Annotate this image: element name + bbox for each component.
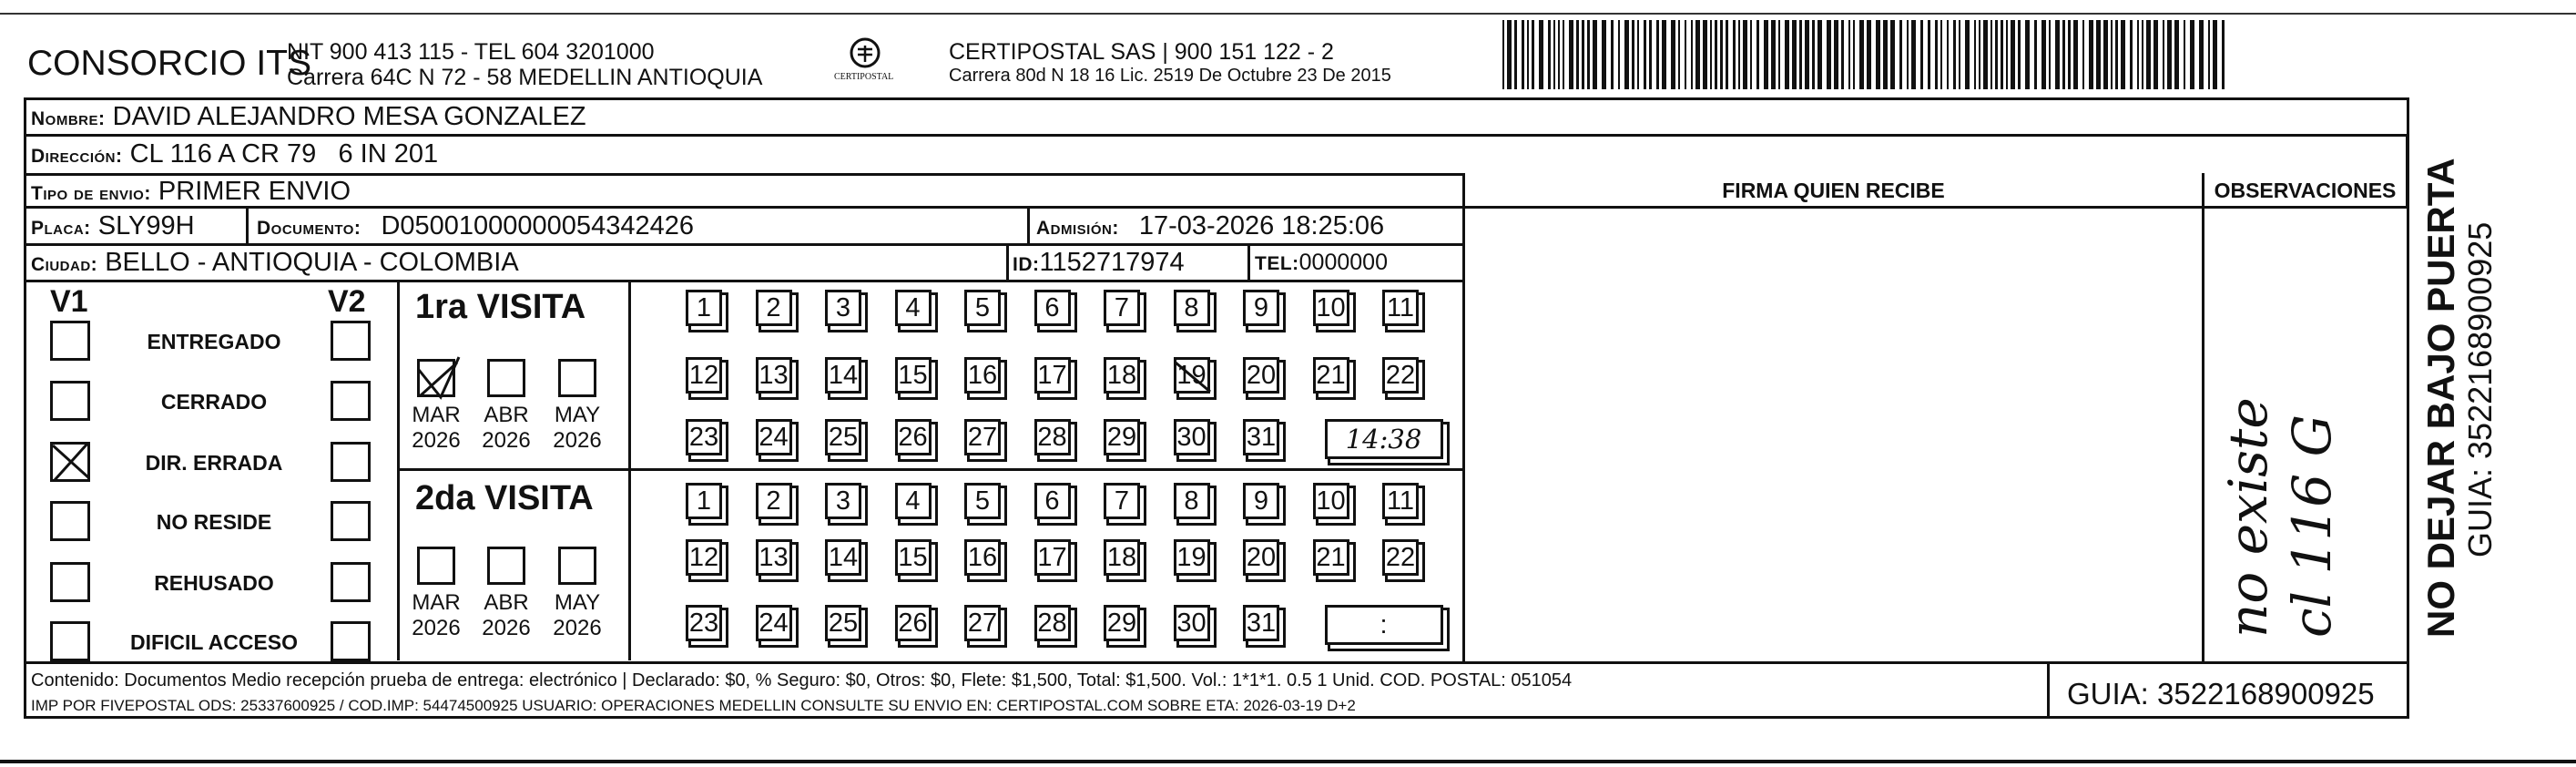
visita1-month-name-3: MAY xyxy=(554,403,601,427)
visita2-day-21[interactable] xyxy=(1313,539,1349,576)
visita2-day-26[interactable] xyxy=(895,605,932,641)
visita2-day-label-10: 10 xyxy=(1316,486,1346,516)
visita1-day-20[interactable] xyxy=(1243,357,1279,394)
visita1-month-check-mark xyxy=(413,350,464,403)
documento-label: Documento: xyxy=(257,218,361,239)
visita2-day-15[interactable] xyxy=(895,539,932,576)
visita2-day-22[interactable] xyxy=(1382,539,1419,576)
visita1-day-13[interactable] xyxy=(756,357,792,394)
visita1-day-22[interactable] xyxy=(1382,357,1419,394)
ciudad-value: BELLO - ANTIOQUIA - COLOMBIA xyxy=(105,248,519,277)
visita1-day-4[interactable] xyxy=(895,290,932,326)
visita2-day-label-6: 6 xyxy=(1044,486,1060,516)
visita2-day-23[interactable] xyxy=(686,605,722,641)
id-value: 1152717974 xyxy=(1039,248,1185,277)
visita2-day-19[interactable] xyxy=(1174,539,1210,576)
v1-checkbox-6[interactable] xyxy=(50,621,90,661)
visita2-day-31[interactable] xyxy=(1243,605,1279,641)
visita1-day-label-15: 15 xyxy=(898,360,928,390)
visita1-day-31[interactable] xyxy=(1243,419,1279,455)
visita1-day-check-mark xyxy=(1170,353,1217,399)
visita1-day-12[interactable] xyxy=(686,357,722,394)
visita2-month-label-2 xyxy=(474,590,538,640)
visita2-day-label-19: 19 xyxy=(1176,542,1207,572)
visita2-time-box[interactable] xyxy=(1325,605,1443,645)
tipo-field xyxy=(31,179,351,205)
visita1-day-label-24: 24 xyxy=(759,422,789,452)
observaciones-header: OBSERVACIONES xyxy=(2214,179,2397,202)
status-label-6: DIFICIL ACCESO xyxy=(129,630,298,654)
ciudad-field xyxy=(31,250,519,276)
visita2-day-label-12: 12 xyxy=(688,542,719,572)
visita1-day-label-11: 11 xyxy=(1386,292,1415,322)
nombre-field xyxy=(31,104,586,130)
documento-value: D05001000000054342426 xyxy=(381,211,694,240)
visita2-day-label-16: 16 xyxy=(967,542,998,572)
visita1-day-25[interactable] xyxy=(825,419,861,455)
visita2-day-label-26: 26 xyxy=(898,608,928,638)
status-label-2: CERRADO xyxy=(160,390,268,414)
observacion-line-1: no existe xyxy=(2217,397,2279,638)
visita1-day-label-7: 7 xyxy=(1114,292,1130,322)
visita2-day-label-22: 22 xyxy=(1385,542,1416,572)
visita2-day-label-14: 14 xyxy=(828,542,859,572)
visita2-day-label-11: 11 xyxy=(1386,486,1415,516)
visita2-month-name-3: MAY xyxy=(554,590,601,615)
visita2-day-27[interactable] xyxy=(964,605,1001,641)
visita1-month-year-1: 2026 xyxy=(412,427,461,453)
visita1-month-box-abr[interactable] xyxy=(487,359,525,397)
visita2-day-label-20: 20 xyxy=(1246,542,1277,572)
visita2-day-label-29: 29 xyxy=(1106,608,1137,638)
visita1-day-6[interactable] xyxy=(1034,290,1071,326)
visita2-day-label-17: 17 xyxy=(1037,542,1067,572)
visita2-day-5[interactable] xyxy=(964,483,1001,519)
visita2-day-label-7: 7 xyxy=(1114,486,1130,516)
visita2-month-name-2: ABR xyxy=(484,590,529,615)
visita1-day-label-31: 31 xyxy=(1246,422,1277,452)
visita2-month-year-1: 2026 xyxy=(412,615,461,640)
visita1-day-29[interactable] xyxy=(1104,419,1140,455)
visita2-day-29[interactable] xyxy=(1104,605,1140,641)
tipo-value: PRIMER ENVIO xyxy=(158,177,351,206)
documento-field xyxy=(257,213,694,240)
visita1-day-label-22: 22 xyxy=(1385,360,1416,390)
visita1-day-label-12: 12 xyxy=(688,360,719,390)
visita2-day-label-9: 9 xyxy=(1253,486,1269,516)
v1-checkbox-5[interactable] xyxy=(50,562,90,602)
visita1-day-label-4: 4 xyxy=(905,292,921,322)
visita1-day-label-2: 2 xyxy=(766,292,781,322)
v2-checkbox-3[interactable] xyxy=(331,442,371,482)
visita1-day-2[interactable] xyxy=(756,290,792,326)
nombre-label: Nombre: xyxy=(31,108,106,129)
v2-checkbox-2[interactable] xyxy=(331,381,371,421)
visita2-day-12[interactable] xyxy=(686,539,722,576)
visita2-time-value: : xyxy=(1380,609,1388,639)
visita1-day-16[interactable] xyxy=(964,357,1001,394)
visita2-day-label-18: 18 xyxy=(1106,542,1137,572)
visita1-day-26[interactable] xyxy=(895,419,932,455)
visita1-day-5[interactable] xyxy=(964,290,1001,326)
tel-label: TEL: xyxy=(1255,253,1299,274)
visita1-month-label-1 xyxy=(404,403,468,453)
status-label-1: ENTREGADO xyxy=(147,330,281,353)
visita1-day-label-14: 14 xyxy=(828,360,859,390)
visita2-day-1[interactable] xyxy=(686,483,722,519)
visita2-month-label-1 xyxy=(404,590,468,640)
visita1-month-label-2 xyxy=(474,403,538,453)
visita1-day-17[interactable] xyxy=(1034,357,1071,394)
visita2-day-label-23: 23 xyxy=(688,608,719,638)
no-dejar-warning: NO DEJAR BAJO PUERTA xyxy=(2419,158,2462,638)
visita1-day-label-27: 27 xyxy=(967,422,998,452)
visita1-month-name-1: MAR xyxy=(412,403,461,427)
placa-field xyxy=(31,213,195,240)
visita1-month-year-3: 2026 xyxy=(553,427,602,453)
firma-header: FIRMA QUIEN RECIBE xyxy=(1722,179,1945,202)
visita2-title: 2da VISITA xyxy=(415,479,594,517)
visita1-day-label-13: 13 xyxy=(759,360,789,390)
v2-checkbox-4[interactable] xyxy=(331,501,371,541)
visita1-day-8[interactable] xyxy=(1174,290,1210,326)
visita1-day-11[interactable] xyxy=(1382,290,1419,326)
license-line: Carrera 80d N 18 16 Lic. 2519 De Octubre 23 De 2015 xyxy=(949,66,1391,86)
company-name: CONSORCIO ITS xyxy=(27,44,312,83)
visita2-day-label-30: 30 xyxy=(1176,608,1207,638)
visita2-day-label-24: 24 xyxy=(759,608,789,638)
visita2-month-year-2: 2026 xyxy=(482,615,531,640)
visita1-day-9[interactable] xyxy=(1243,290,1279,326)
visita1-day-10[interactable] xyxy=(1313,290,1349,326)
visita1-day-label-6: 6 xyxy=(1044,292,1060,322)
visita1-day-24[interactable] xyxy=(756,419,792,455)
visita1-day-27[interactable] xyxy=(964,419,1001,455)
v1-checkbox-2[interactable] xyxy=(50,381,90,421)
visita1-day-14[interactable] xyxy=(825,357,861,394)
visita1-day-label-18: 18 xyxy=(1106,360,1137,390)
visita2-day-4[interactable] xyxy=(895,483,932,519)
v1-check-mark xyxy=(47,438,95,486)
certipostal-line: CERTIPOSTAL SAS | 900 151 122 - 2 xyxy=(949,39,1334,65)
visita1-day-1[interactable] xyxy=(686,290,722,326)
visita2-day-label-25: 25 xyxy=(828,608,859,638)
visita2-day-label-13: 13 xyxy=(759,542,789,572)
visita1-day-label-19: 19 xyxy=(1176,360,1207,390)
v1-label: V1 xyxy=(50,284,88,319)
visita2-day-14[interactable] xyxy=(825,539,861,576)
visita2-day-label-4: 4 xyxy=(905,486,921,516)
visita1-day-label-16: 16 xyxy=(967,360,998,390)
visita2-day-8[interactable] xyxy=(1174,483,1210,519)
visita2-month-name-1: MAR xyxy=(412,590,461,615)
visita2-month-box-abr[interactable] xyxy=(487,547,525,585)
visita1-day-label-26: 26 xyxy=(898,422,928,452)
visita1-month-name-2: ABR xyxy=(484,403,529,427)
admision-value: 17-03-2026 18:25:06 xyxy=(1138,211,1385,240)
v2-checkbox-1[interactable] xyxy=(331,321,371,361)
visita2-day-10[interactable] xyxy=(1313,483,1349,519)
visita2-day-24[interactable] xyxy=(756,605,792,641)
visita1-day-15[interactable] xyxy=(895,357,932,394)
visita2-day-18[interactable] xyxy=(1104,539,1140,576)
visita1-day-label-21: 21 xyxy=(1316,360,1346,390)
visita2-day-20[interactable] xyxy=(1243,539,1279,576)
visita1-time-value: 14:38 xyxy=(1345,424,1422,455)
v2-label: V2 xyxy=(328,284,366,319)
visita1-day-28[interactable] xyxy=(1034,419,1071,455)
visita1-month-year-2: 2026 xyxy=(482,427,531,453)
visita2-day-label-2: 2 xyxy=(766,486,781,516)
visita1-time-box[interactable] xyxy=(1325,419,1443,459)
visita1-day-label-10: 10 xyxy=(1316,292,1346,322)
visita1-day-3[interactable] xyxy=(825,290,861,326)
visita2-day-17[interactable] xyxy=(1034,539,1071,576)
visita1-day-23[interactable] xyxy=(686,419,722,455)
status-label-5: REHUSADO xyxy=(154,571,274,595)
visita1-day-30[interactable] xyxy=(1174,419,1210,455)
visita1-day-label-17: 17 xyxy=(1037,360,1067,390)
nombre-value: DAVID ALEJANDRO MESA GONZALEZ xyxy=(112,102,586,131)
visita2-day-label-3: 3 xyxy=(835,486,851,516)
id-field xyxy=(1013,250,1185,276)
v2-checkbox-5[interactable] xyxy=(331,562,371,602)
tel-value: 0000000 xyxy=(1298,250,1388,275)
admision-field xyxy=(1036,213,1384,240)
visita1-day-7[interactable] xyxy=(1104,290,1140,326)
visita1-day-21[interactable] xyxy=(1313,357,1349,394)
visita2-day-label-5: 5 xyxy=(974,486,991,516)
v2-checkbox-6[interactable] xyxy=(331,621,371,661)
footer-guia: GUIA: 3522168900925 xyxy=(2067,677,2375,711)
v1-checkbox-1[interactable] xyxy=(50,321,90,361)
visita1-day-label-28: 28 xyxy=(1037,422,1067,452)
visita1-month-label-3 xyxy=(545,403,609,453)
direccion-field xyxy=(31,141,438,168)
visita1-day-18[interactable] xyxy=(1104,357,1140,394)
visita2-day-6[interactable] xyxy=(1034,483,1071,519)
visita1-day-label-1: 1 xyxy=(696,292,712,322)
visita2-day-label-8: 8 xyxy=(1184,486,1199,516)
visita2-day-16[interactable] xyxy=(964,539,1001,576)
certipostal-logo xyxy=(829,35,901,89)
visita1-day-label-8: 8 xyxy=(1184,292,1199,322)
nit-line: NIT 900 413 115 - TEL 604 3201000 xyxy=(287,39,655,65)
visita2-day-13[interactable] xyxy=(756,539,792,576)
tel-field xyxy=(1255,251,1388,274)
id-label: ID: xyxy=(1013,254,1040,275)
visita2-month-year-3: 2026 xyxy=(553,615,602,640)
visita2-day-2[interactable] xyxy=(756,483,792,519)
admision-label: Admisión: xyxy=(1036,218,1119,239)
status-label-4: NO RESIDE xyxy=(156,510,272,534)
visita2-month-box-mar[interactable] xyxy=(417,547,455,585)
visita2-day-11[interactable] xyxy=(1382,483,1419,519)
visita1-title: 1ra VISITA xyxy=(415,288,586,326)
visita2-day-3[interactable] xyxy=(825,483,861,519)
visita2-day-30[interactable] xyxy=(1174,605,1210,641)
logo-text: CERTIPOSTAL xyxy=(834,72,894,82)
visita2-day-label-28: 28 xyxy=(1037,608,1067,638)
visita2-day-25[interactable] xyxy=(825,605,861,641)
visita1-day-label-3: 3 xyxy=(835,292,851,322)
visita2-day-9[interactable] xyxy=(1243,483,1279,519)
visita1-day-label-25: 25 xyxy=(828,422,859,452)
visita1-day-label-23: 23 xyxy=(688,422,719,452)
placa-label: Placa: xyxy=(31,218,91,239)
v1-checkbox-4[interactable] xyxy=(50,501,90,541)
visita1-day-label-30: 30 xyxy=(1176,422,1207,452)
footer-imp: IMP POR FIVEPOSTAL ODS: 25337600925 / COD.IMP: 54474500925 USUARIO: OPERACIONES MEDELLIN CONSULTE SU ENVIO EN: CERTIPOSTAL.COM SOBRE ETA: 2026-03-19 D+2 xyxy=(31,697,1356,714)
visita1-day-label-29: 29 xyxy=(1106,422,1137,452)
visita1-month-box-may[interactable] xyxy=(558,359,596,397)
visita2-day-label-27: 27 xyxy=(967,608,998,638)
visita2-day-label-1: 1 xyxy=(696,486,712,516)
side-guia: GUIA: 3522168900925 xyxy=(2461,221,2499,557)
observacion-line-2: cl 116 G xyxy=(2281,414,2343,638)
tipo-label: Tipo de envio: xyxy=(31,183,151,204)
visita1-day-label-9: 9 xyxy=(1253,292,1269,322)
visita2-day-28[interactable] xyxy=(1034,605,1071,641)
placa-value: SLY99H xyxy=(97,211,195,240)
footer-contenido: Contenido: Documentos Medio recepción prueba de entrega: electrónico | Declarado: $0, % Seguro: $0, Otros: $0, Flete: $1,500, Total: $1,500. Vol.: 1*1*1. 0.5 1 Unid. COD. POSTAL: 051054 xyxy=(31,670,1573,690)
visita2-day-7[interactable] xyxy=(1104,483,1140,519)
ciudad-label: Ciudad: xyxy=(31,254,98,275)
direccion-value: CL 116 A CR 79 6 IN 201 xyxy=(129,139,439,169)
address-line: Carrera 64C N 72 - 58 MEDELLIN ANTIOQUIA xyxy=(287,65,763,90)
status-label-3: DIR. ERRADA xyxy=(145,451,283,475)
barcode xyxy=(1502,20,2231,89)
direccion-label: Dirección: xyxy=(31,146,123,167)
visita2-month-label-3 xyxy=(545,590,609,640)
visita2-day-label-15: 15 xyxy=(898,542,928,572)
visita2-day-label-21: 21 xyxy=(1316,542,1346,572)
visita2-day-label-31: 31 xyxy=(1246,608,1277,638)
visita2-month-box-may[interactable] xyxy=(558,547,596,585)
bottom-rule xyxy=(0,760,2576,763)
visita1-day-label-5: 5 xyxy=(974,292,991,322)
visita1-day-label-20: 20 xyxy=(1246,360,1277,390)
